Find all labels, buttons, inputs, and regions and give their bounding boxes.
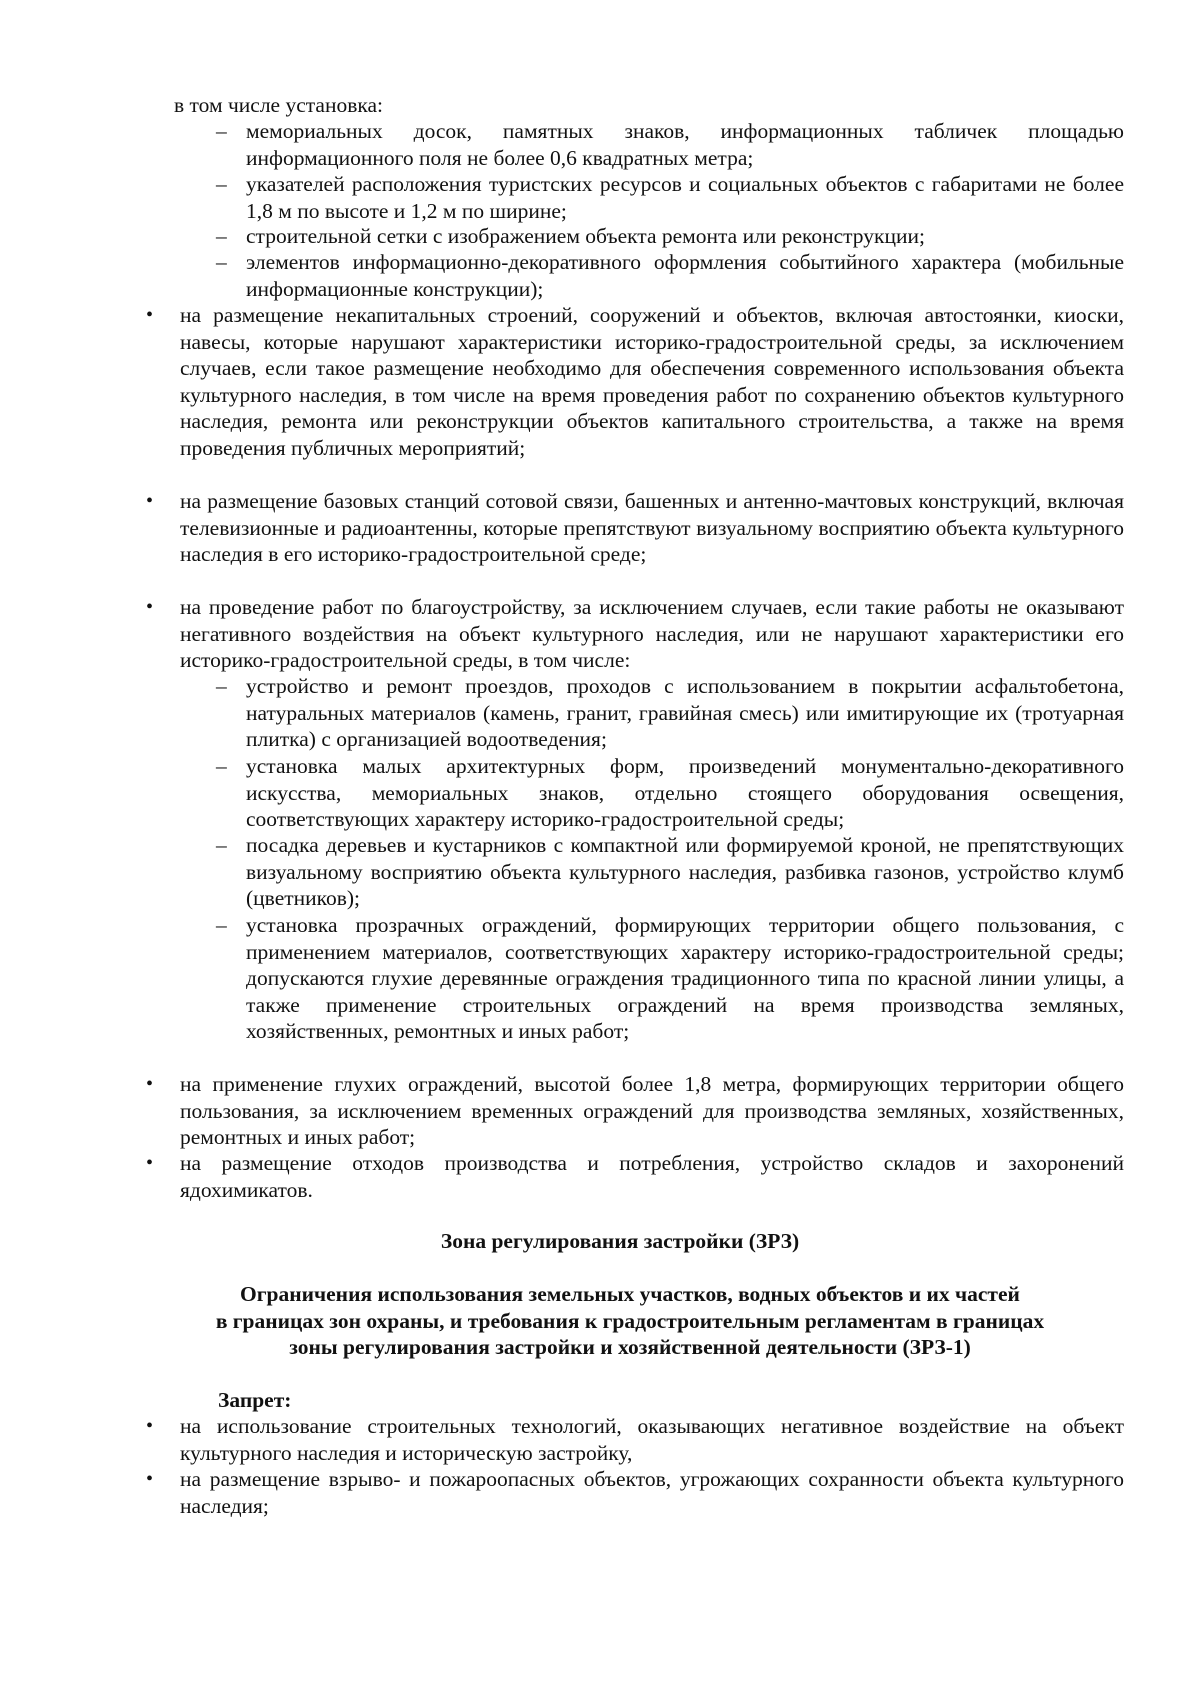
list-item-tree-planting (216, 832, 1124, 912)
list-item-text: на проведение работ по благоустройству, за исключением случаев, если такие работы не оказывают негативного воздействия на объект культурного наследия, или не нарушают характеристики его историко-градостроительной среды, в том числе: (180, 595, 1124, 673)
list-item-text: посадка деревьев и кустарников с компактной или формируемой кроной, не препятствующих визуальному восприятию объекта культурного наследия, разбивка газонов, устройство клумб (цветников); (246, 833, 1124, 911)
list-item-waste-disposal (146, 1150, 1124, 1203)
list-item-hazardous-objects (146, 1466, 1124, 1519)
list-item-text: установка малых архитектурных форм, произведений монументально-декоративного искусства, мемориальных знаков, отдельно стоящего оборудования освещения, соответствующих характеру историко-градостроительной среды; (246, 754, 1124, 832)
list-item-small-architecture (216, 753, 1124, 833)
list-item-text: мемориальных досок, памятных знаков, информационных табличек площадью информационного поля не более 0,6 квадратных метра; (246, 119, 1124, 170)
dash-marker: – (216, 250, 227, 274)
list-item-text: установка прозрачных ограждений, формирующих территории общего пользования, с применением материалов, соответствующих характеру историко-градостроительной среды; допускаются глухие деревянные ограждения традиционного типа по красной линии улицы, а также применение строительных ограждений на время производства земляных, хозяйственных, ремонтных и иных работ; (246, 913, 1124, 1044)
list-item-tourist-signs (216, 171, 1124, 224)
list-item-memorial-plaques (216, 118, 1124, 171)
dash-marker: – (216, 172, 227, 196)
list-item-temporary-structures (146, 302, 1124, 462)
restrictions-heading (150, 1281, 1110, 1361)
bullet-marker: • (146, 1073, 154, 1095)
list-item-solid-fences (146, 1071, 1124, 1151)
dash-marker: – (216, 224, 227, 248)
intro-line: в том числе установка: (174, 93, 384, 117)
list-item-text: указателей расположения туристских ресурсов и социальных объектов с габаритами не более 1,8 м по высоте и 1,2 м по ширине; (246, 172, 1124, 223)
dash-marker: – (216, 674, 227, 698)
bullet-marker: • (146, 304, 154, 326)
heading-line: в границах зон охраны, и требования к градостроительным регламентам в границах (215, 1308, 1045, 1333)
list-item-text: на применение глухих ограждений, высотой более 1,8 метра, формирующих территории общего пользования, за исключением временных ограждений для производства земляных, хозяйственных, ремонтных и иных работ; (180, 1072, 1124, 1150)
bullet-marker: • (146, 490, 154, 512)
list-item-cell-towers (146, 488, 1124, 568)
bullet-marker: • (146, 1468, 154, 1490)
zone-title: Зона регулирования застройки (ЗРЗ) (440, 1229, 800, 1253)
dash-marker: – (216, 119, 227, 143)
list-item-construction-mesh (216, 223, 1124, 250)
heading-line: Ограничения использования земельных участков, водных объектов и их частей (240, 1282, 1020, 1306)
dash-marker: – (216, 754, 227, 778)
list-item-text: на размещение отходов производства и потребления, устройство складов и захоронений ядохимикатов. (180, 1151, 1124, 1202)
list-item-text: на размещение некапитальных строений, сооружений и объектов, включая автостоянки, киоски, навесы, которые нарушают характеристики историко-градостроительной среды, за исключением случаев, если такое размещение необходимо для обеспечения современного использования объекта культурного наследия, в том числе на время проведения работ по сохранению объектов культурного наследия, ремонта или реконструкции объектов капитального строительства, а также на время проведения публичных мероприятий; (180, 303, 1124, 460)
list-item-landscaping (146, 594, 1124, 674)
list-item-text: устройство и ремонт проездов, проходов с использованием в покрытии асфальтобетона, натуральных материалов (камень, гранит, гравийная смесь) или имитирующие их (тротуарная плитка) с организацией водоотведения; (246, 674, 1124, 752)
list-item-driveways (216, 673, 1124, 753)
list-item-fences (216, 912, 1124, 1045)
list-item-text: на размещение базовых станций сотовой связи, башенных и антенно-мачтовых конструкций, включая телевизионные и радиоантенны, которые препятствуют визуальному восприятию объекта культурного наследия в его историко-градостроительной среде; (180, 489, 1124, 567)
bullet-marker: • (146, 1415, 154, 1437)
list-item-text: на размещение взрыво- и пожароопасных объектов, угрожающих сохранности объекта культурного наследия; (180, 1467, 1124, 1518)
bullet-marker: • (146, 596, 154, 618)
heading-line: зоны регулирования застройки и хозяйственной деятельности (ЗРЗ-1) (289, 1335, 971, 1360)
dash-marker: – (216, 913, 227, 937)
list-item-text: на использование строительных технологий, оказывающих негативное воздействие на объект культурного наследия и историческую застройку, (180, 1414, 1124, 1465)
bullet-marker: • (146, 1152, 154, 1174)
list-item-text: строительной сетки с изображением объекта ремонта или реконструкции; (246, 224, 925, 248)
dash-marker: – (216, 833, 227, 857)
list-item-text: элементов информационно-декоративного оформления событийного характера (мобильные информационные конструкции); (246, 250, 1124, 301)
forbid-label: Запрет: (218, 1388, 292, 1412)
list-item-decorative-elements (216, 249, 1124, 302)
list-item-building-technologies (146, 1413, 1124, 1466)
